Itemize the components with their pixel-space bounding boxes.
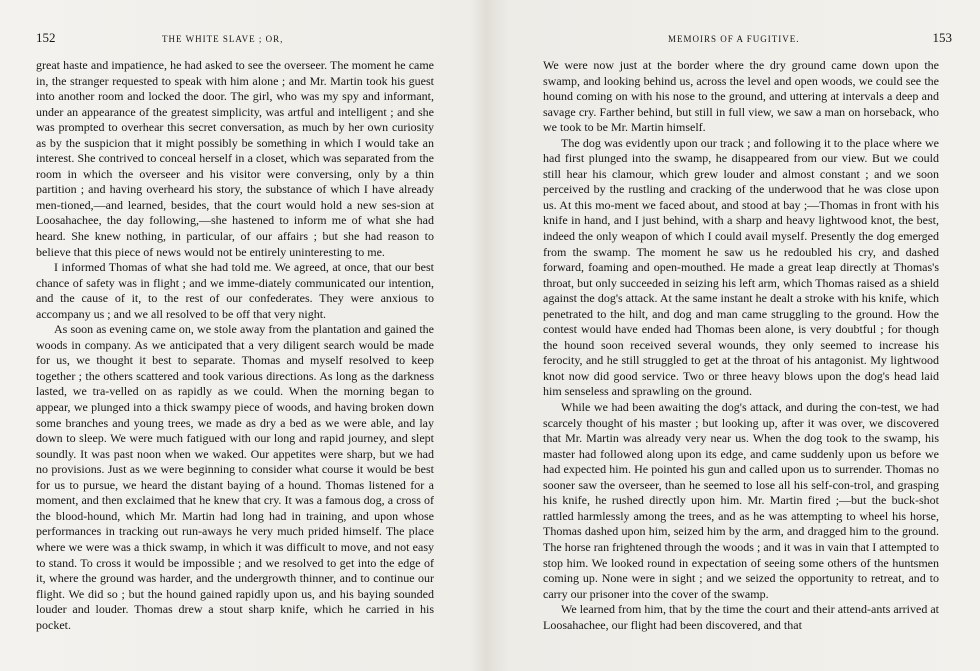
left-paragraph-3: As soon as evening came on, we stole away from the plantation and gained the woods in company. As we anticipated that a very diligent search would be made for us, we thought it best to separate. Thomas and myself resolved to keep together ; the others scattered and took various directions. As long as the darkness lasted, we tra-velled on as rapidly as we could. When the morning began to appear, we plunged into a thick swampy piece of woods, and having broken down some branches and young trees, we made as dry a bed as we were able, and lay down to sleep. We were much fatigued with our long and rapid journey, and slept soundly. It was past noon when we waked. Our appetites were sharp, but we had no provisions. Just as we were beginning to consider what course it would be best for us to pursue, we heard the distant baying of a hound. Thomas listened for a moment, and then exclaimed that he knew that cry. It was a famous dog, a cross of the blood-hound, which Mr. Martin had long had in training, and upon whose performances in tracking out run-aways he very much prided himself. The place where we were was a thick swamp, in which it was difficult to move, and not easy to stand. To cross it would be impossible ; and we resolved to get into the edge of it, where the ground was harder, and the undergrowth thinner, and to continue our flight. We did so ; but the hound gained rapidly upon us, and his baying sounded louder and louder. Thomas drew a stout sharp knife, which he carried in his pocket.	[36, 322, 434, 632]
left-paragraph-2: I informed Thomas of what she had told me. We agreed, at once, that our best chance of safety was in flight ; and we imme-diately communicated our intention, and the cause of it, to the rest of our confederates. They were anxious to accompany us ; and we all resolved to be off that very night.	[36, 260, 434, 321]
left-running-head: THE WHITE SLAVE ; OR,	[162, 34, 284, 44]
right-running-head: MEMOIRS OF A FUGITIVE.	[668, 34, 800, 44]
left-page-body	[36, 58, 434, 633]
right-paragraph-4: We learned from him, that by the time the court and their attend-ants arrived at Loosahachee, our flight had been discovered, and that	[543, 602, 939, 632]
right-page-header	[542, 30, 952, 50]
right-paragraph-2: The dog was evidently upon our track ; and following it to the place where we had first plunged into the swamp, he disappeared from our view. But we could still hear his clamour, which grew louder and almost constant ; and we soon perceived by the rustling and cracking of the underwood that he was close upon us. At this mo-ment we faced about, and stood at bay ;—Thomas in front with his knife in hand, and I just behind, with a sharp and heavy lightwood knot, the best, indeed the only weapon of which I could avail myself. Presently the dog emerged from the swamp. The moment he saw us he redoubled his cry, and dashed forward, foaming and open-mouthed. He made a great leap directly at Thomas's throat, but only succeeded in seizing his left arm, which Thomas raised as a shield against the dog's attack. At the same instant he dealt a stroke with his knife, which penetrated to the hilt, and dog and man came struggling to the ground. How the contest would have ended had Thomas been alone, is very doubtful ; for though the hound soon received several wounds, they only seemed to increase his ferocity, and he still struggled to get at the throat of his antagonist. My lightwood knot now did good service. Two or three heavy blows upon the dog's head laid him senseless and sprawling on the ground.	[543, 135, 939, 399]
left-page-header	[36, 30, 436, 50]
left-paragraph-1: great haste and impatience, he had asked to see the overseer. The moment he came in, the stranger requested to speak with him alone ; and Mr. Martin took his guest into another room and locked the door. The girl, who was my spy and informant, under an appearance of the greatest simplicity, was artful and intelligent ; and she was prompted to overhear this secret conversation, as much by her own curiosity as by the suspicion that it might possibly be something in which I would take an interest. She contrived to conceal herself in a closet, which was separated from the room in which the overseer and his visitor were conversing, only by a thin partition ; and having overheard his story, the substance of which I have already men-tioned,—and learned, besides, that the court would hold a new ses-sion at Loosahachee, the day following,—she hastened to inform me of what she had heard. She knew nothing, in particular, of our affairs ; but she had reason to believe that this piece of news would not be entirely uninteresting to me.	[36, 58, 434, 259]
right-page-body	[543, 58, 939, 633]
left-page-number: 152	[36, 30, 56, 45]
right-page-number: 153	[932, 30, 952, 45]
right-paragraph-1: We were now just at the border where the dry ground came down upon the swamp, and looking behind us, across the level and open woods, we could see the hound coming on with his nose to the ground, and uttering at intervals a deep and savage cry. Farther behind, but still in full view, we saw a man on horseback, who we took to be Mr. Martin himself.	[543, 58, 939, 135]
right-paragraph-3: While we had been awaiting the dog's attack, and during the con-test, we had scarcely thought of his master ; but looking up, after it was over, we discovered that Mr. Martin was already very near us. When the dog took to the swamp, his master had followed along upon its edge, and came suddenly upon us before we had expected him. He pointed his gun and called upon us to surrender. Thomas no sooner saw the overseer, than he seemed to lose all his self-con-trol, and grasping his knife, he rushed directly upon him. Mr. Martin fired ;—but the buck-shot rattled harmlessly among the trees, and as he was attempting to wheel his horse, Thomas dashed upon him, seized him by the arm, and dragged him to the ground. The horse ran frightened through the woods ; and it was in vain that I attempted to stop him. We looked round in expectation of seeing some others of the huntsmen coming up. None were in sight ; and we seized the opportunity to retreat, and to carry our prisoner into the cover of the swamp.	[543, 400, 939, 601]
right-page	[490, 0, 980, 671]
